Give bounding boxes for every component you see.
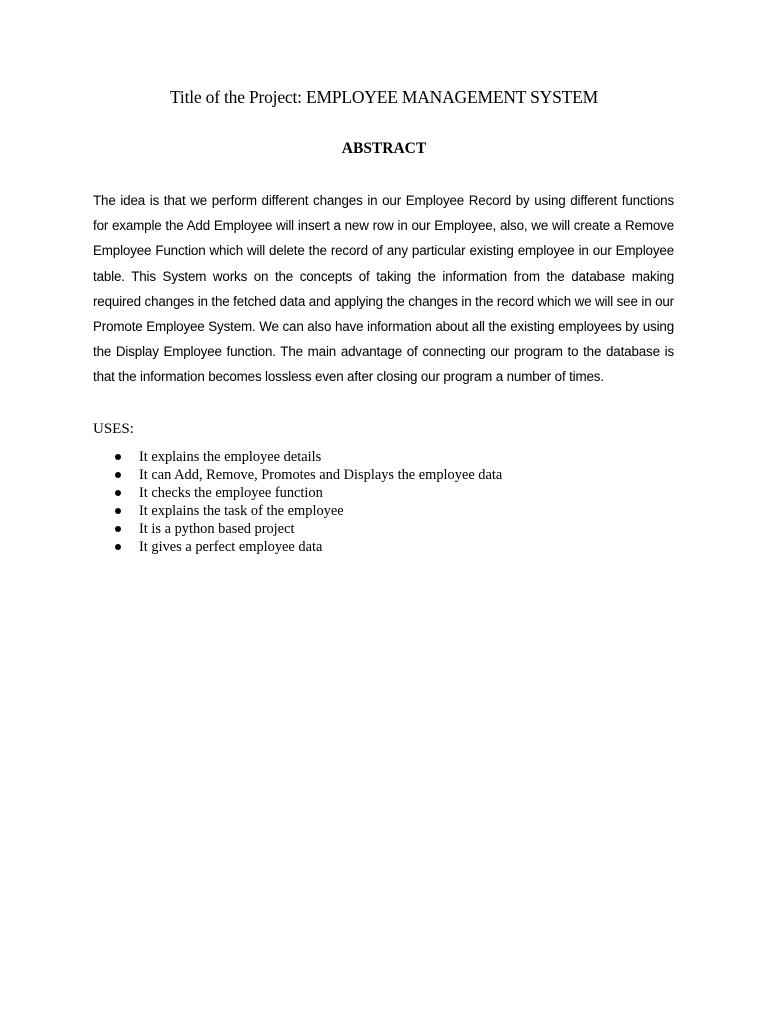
list-item (93, 520, 502, 538)
list-item (93, 466, 502, 484)
list-item (93, 502, 502, 520)
list-item-text: It explains the task of the employee (139, 503, 344, 520)
list-item-text: It explains the employee details (139, 449, 322, 465)
list-item-text: It checks the employee function (139, 485, 323, 502)
list-item-text: It is a python based project (139, 521, 295, 538)
bullet-icon (115, 490, 121, 496)
bullet-icon (115, 454, 121, 460)
abstract-paragraph: The idea is that we perform different changes in our Employee Record by using different functions for example the Add Employee will insert a new row in our Employee, also, we will create a Remove Employee Function which will delete the record of any particular existing employee in our Employee table. This System works on the concepts of taking the information from the database making required changes in the fetched data and applying the changes in the record which we will see in our Promote Employee System. We can also have information about all the existing employees by using the Display Employee function. The main advantage of connecting our program to the database is that the information becomes lossless even after closing our program a number of times. (93, 193, 674, 385)
abstract-heading: ABSTRACT (341, 140, 427, 157)
bullet-icon (115, 472, 121, 478)
list-item (93, 484, 502, 502)
page-title: Title of the Project: EMPLOYEE MANAGEMENT SYSTEM (170, 87, 598, 107)
list-item (93, 538, 502, 556)
list-item-text: It gives a perfect employee data (139, 539, 323, 556)
bullet-icon (115, 544, 121, 550)
list-item-text: It can Add, Remove, Promotes and Displays the employee data (139, 467, 503, 484)
list-item (93, 448, 502, 466)
uses-heading: USES: (93, 421, 134, 437)
bullet-icon (115, 508, 121, 514)
uses-list (93, 448, 502, 557)
bullet-icon (115, 526, 121, 532)
